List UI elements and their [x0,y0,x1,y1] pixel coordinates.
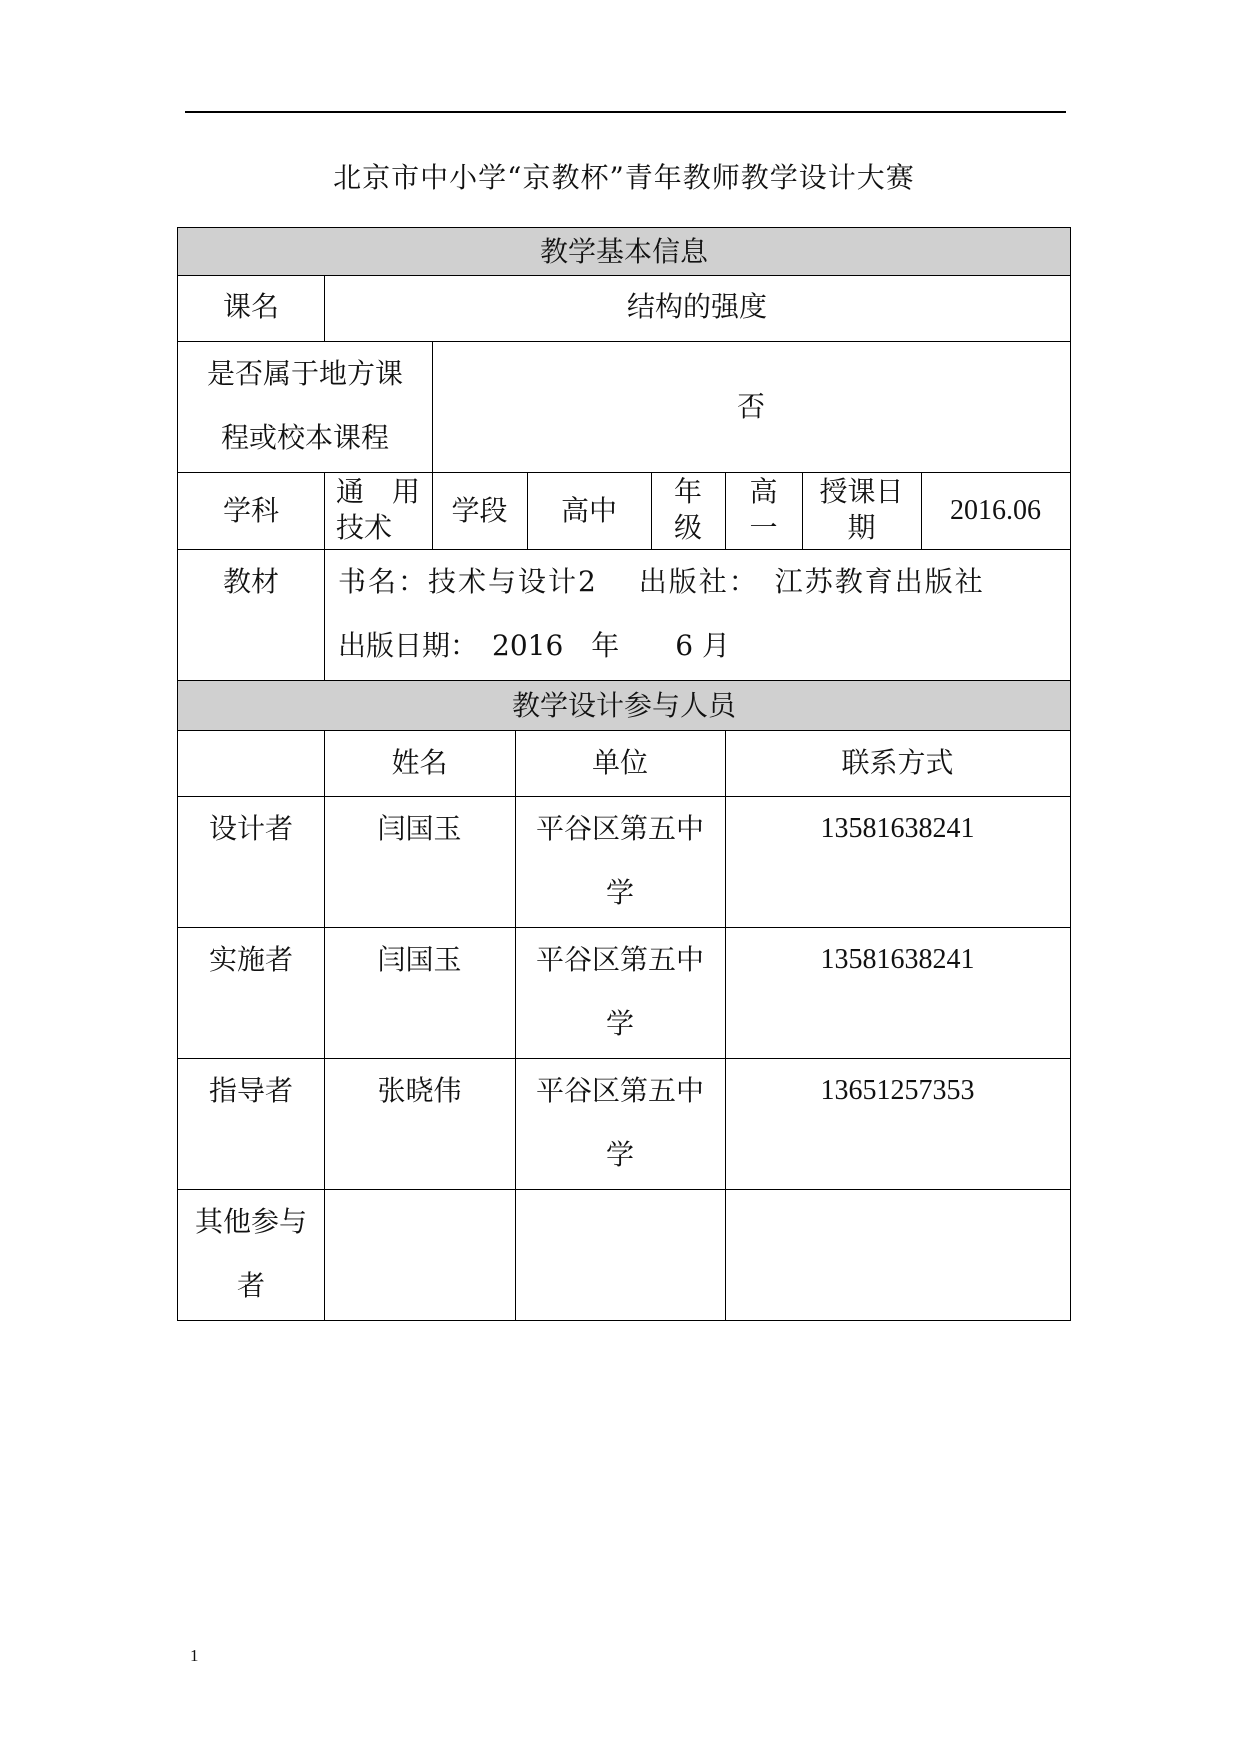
local-course-label-line2: 程或校本课程 [220,421,389,454]
participant-role: 实施者 [208,943,293,976]
lesson-date-value: 2016.06 [950,495,1041,526]
lesson-date-label-2: 期 [847,511,876,544]
local-course-label [178,342,432,472]
participant-contact: 13581638241 [820,813,975,844]
grade-value [725,474,802,550]
col-header-contact: 联系方式 [841,746,954,779]
textbook-line2: 出版日期： 2016 年 6 月 [338,629,730,662]
participant-name: 张晓伟 [377,1074,462,1107]
grade-label-2: 级 [673,511,702,544]
participant-unit-line1: 平谷区第五中 [535,1074,704,1107]
grade-label-1: 年 [673,475,702,508]
textbook-label: 教材 [222,565,279,598]
local-course-value: 否 [736,390,765,423]
participant-unit [515,928,725,1058]
col-header-name: 姓名 [391,746,448,779]
section-participants-header: 教学设计参与人员 [178,681,1070,730]
participant-role-line2: 者 [236,1269,265,1302]
subject-value-c: 技术 [336,511,393,544]
stage-label: 学段 [451,494,508,527]
course-label: 课名 [222,290,279,323]
page-number: 1 [190,1646,199,1665]
participant-role [178,1190,324,1320]
participant-unit [515,1059,725,1189]
participant-unit [515,797,725,927]
local-course-label-line1: 是否属于地方课 [206,357,403,390]
stage-value: 高中 [560,494,617,527]
subject-label: 学科 [222,494,279,527]
section-basic-info-header: 教学基本信息 [178,228,1070,275]
subject-value-b: 用 [391,475,420,508]
grade-value-1: 高 [749,475,778,508]
textbook-line1: 书名：技术与设计2 出版社： 江苏教育出版社 [338,565,985,598]
col-header-unit: 单位 [591,746,648,779]
lesson-date-label [802,474,921,550]
participant-unit-line1: 平谷区第五中 [535,812,704,845]
subject-value [324,474,432,550]
lesson-date-label-1: 授课日 [819,475,904,508]
participant-name: 闫国玉 [377,943,462,976]
participant-unit-line1: 平谷区第五中 [535,943,704,976]
participant-role-line1: 其他参与 [194,1205,307,1238]
participant-contact: 13581638241 [820,944,975,975]
course-value: 结构的强度 [626,290,767,323]
textbook-value [324,550,1070,680]
grade-value-2: 一 [749,511,778,544]
participant-unit-line2: 学 [605,1138,634,1171]
grade-label [651,474,725,550]
participant-name: 闫国玉 [377,812,462,845]
participant-role: 指导者 [208,1074,293,1107]
header-rule [185,111,1066,113]
page-title: 北京市中小学“京教杯”青年教师教学设计大赛 [333,161,915,194]
participant-role: 设计者 [208,812,293,845]
participant-unit-line2: 学 [605,1007,634,1040]
subject-value-a: 通 [336,475,365,508]
participant-contact: 13651257353 [820,1075,975,1106]
participant-unit-line2: 学 [605,876,634,909]
